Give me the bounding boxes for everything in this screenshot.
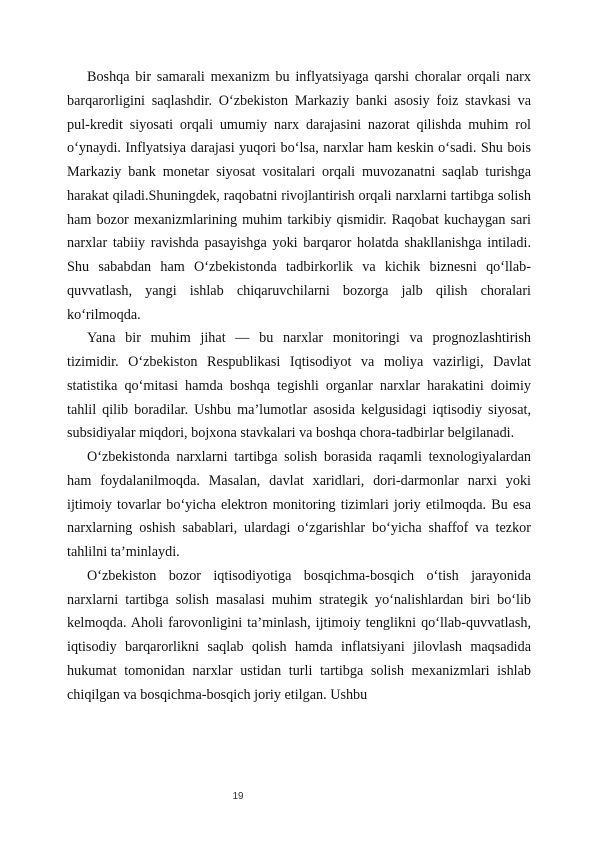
paragraph-monetary-policy: Boshqa bir samarali mexanizm bu inflyatsiyaga qarshi choralar orqali narx barqarorligini saqlashdir. O‘zbekiston Markaziy banki asosiy foiz stavkasi va pul-kredit siyosati orqali umumiy narx darajasini nazorat qilishda muhim rol o‘ynaydi. Inflyatsiya darajasi yuqori bo‘lsa, narxlar ham keskin o‘sadi. Shu bois Markaziy bank monetar siyosat vositalari orqali muvozanatni saqlab turishga harakat qiladi.Shuningdek, raqobatni rivojlantirish orqali narxlarni tartibga solish ham bozor mexanizmlarining muhim tarkibiy qismidir. Raqobat kuchaygan sari narxlar tabiiy ravishda pasayishga yoki barqaror holatda shakllanishga intiladi. Shu sababdan ham O‘zbekistonda tadbirkorlik va kichik biznesni qo‘llab-quvvatlash, yangi ishlab chiqaruvchilarni bozorga jalb qilish choralari ko‘rilmoqda. [67, 69, 531, 323]
paragraph-price-monitoring: Yana bir muhim jihat — bu narxlar monitoringi va prognozlashtirish tizimidir. O‘zbekiston Respublikasi Iqtisodiyot va moliya vazirligi, Davlat statistika qo‘mitasi hamda boshqa tegishli organlar narxlar harakatini doimiy tahlil qilib boradilar. Ushbu ma’lumotlar asosida kelgusidagi iqtisodiy siyosat, subsidiyalar miqdori, bojxona stavkalari va boshqa chora-tadbirlar belgilanadi. [67, 330, 531, 442]
paragraph-digital-technologies: O‘zbekistonda narxlarni tartibga solish borasida raqamli texnologiyalardan ham foydalanilmoqda. Masalan, davlat xaridlari, dori-darmonlar narxi yoki ijtimoiy tovarlar bo‘yicha elektron monitoring tizimlari joriy etilmoqda. Bu esa narxlarning oshish sabablari, ulardagi o‘zgarishlar bo‘yicha shaffof va tezkor tahlilni ta’minlaydi. [67, 449, 531, 560]
page-number: 19 [232, 791, 244, 802]
body-text [67, 66, 531, 707]
paragraph-market-transition: O‘zbekiston bozor iqtisodiyotiga bosqichma-bosqich o‘tish jarayonida narxlarni tartibga solish masalasi muhim strategik yo‘nalishlardan biri bo‘lib kelmoqda. Aholi farovonligini ta’minlash, ijtimoiy tenglikni qo‘llab-quvvatlash, iqtisodiy barqarorlikni saqlab qolish hamda inflatsiyani jilovlash maqsadida hukumat tomonidan narxlar ustidan turli tartibga solish mexanizmlari ishlab chiqilgan va bosqichma-bosqich joriy etilgan. Ushbu [67, 567, 531, 703]
